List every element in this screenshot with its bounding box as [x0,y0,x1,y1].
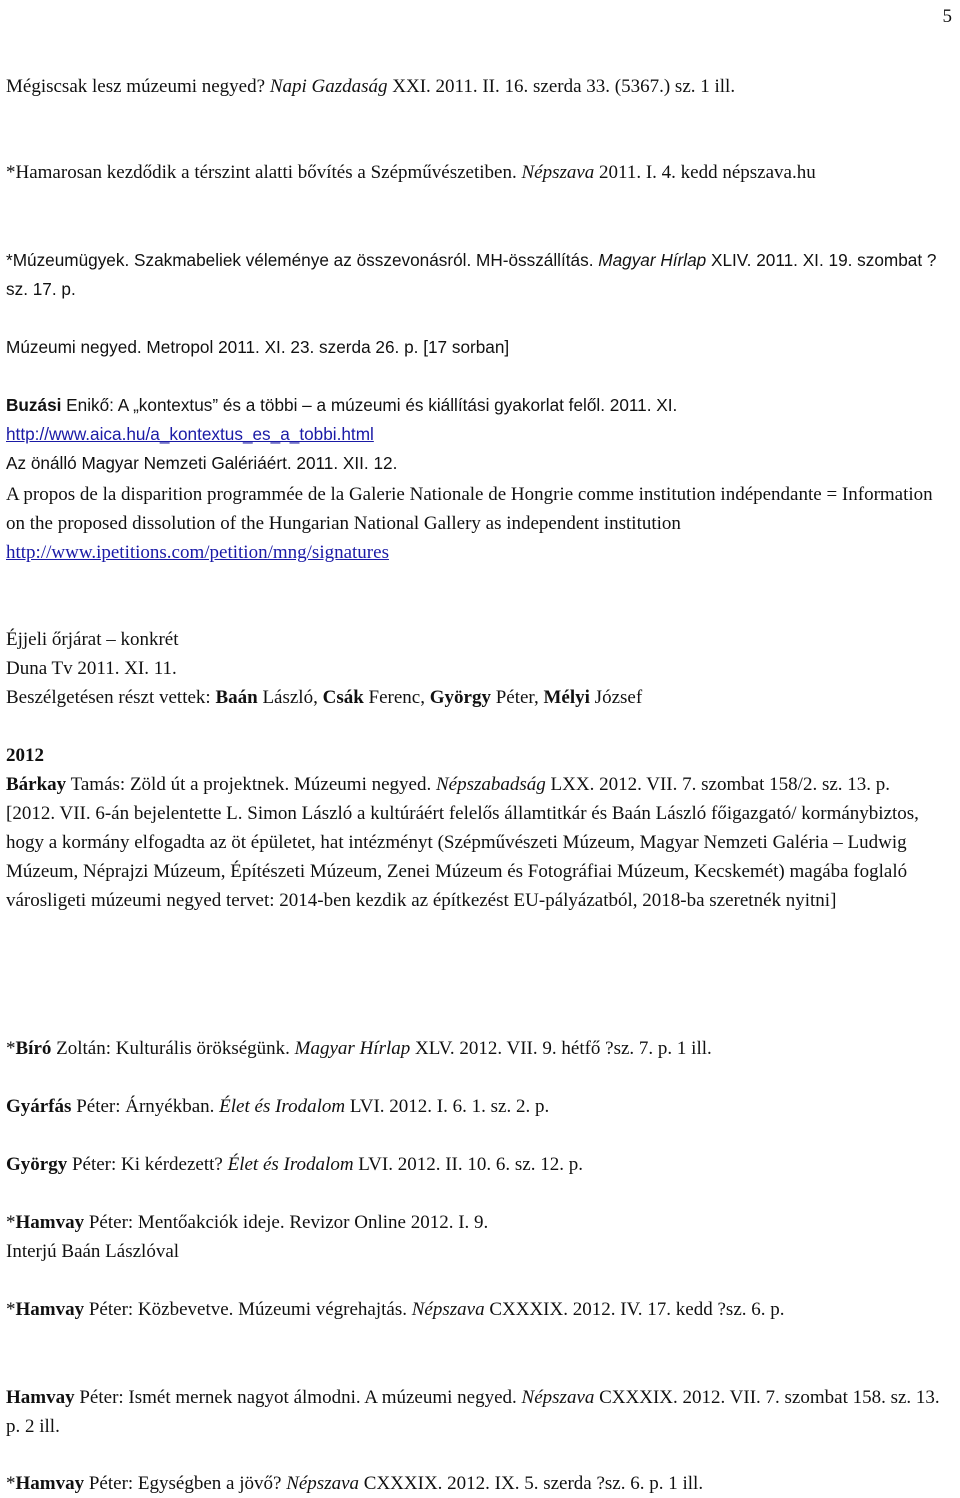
entry-url-link[interactable]: http://www.aica.hu/a_kontextus_es_a_tobbi.html [6,424,374,444]
bibliography-entry [6,770,954,915]
entry-author: Hamvay [6,1387,75,1408]
bibliography-entry: *Hamvay Péter: Közbevetve. Múzeumi végrehajtás. Népszava CXXXIX. 2012. IV. 17. kedd ?sz. 6. p. [6,1299,785,1320]
bibliography-entry [6,333,954,362]
entry-text: A propos de la disparition programmée de la Galerie Nationale de Hongrie comme institution indépendante = Information on the proposed dissolution of the Hungarian National Gallery as independent institution [6,484,933,534]
entry-details: 2011. I. 4. kedd népszava.hu [594,162,816,183]
entry-line [6,391,954,420]
entry-author: Bárkay [6,774,67,795]
entry-source: Élet és Irodalom [219,1096,346,1117]
entry-source: Népszava [286,1473,360,1494]
entry-source: Élet és Irodalom [227,1154,354,1175]
bibliography-entry [6,246,954,304]
bibliography-entry [6,391,954,478]
entry-title: Mégiscsak lesz múzeumi negyed? [6,76,270,97]
bibliography-entry: Hamvay Péter: Ismét mernek nagyot álmodni. A múzeumi negyed. Népszava CXXXIX. 2012. VII. 7. szombat 158. sz. 13. p. 2 ill. [6,1387,940,1437]
entry-source: Népszava [521,1387,595,1408]
bibliography-entry: *Bíró Zoltán: Kulturális örökségünk. Magyar Hírlap XLV. 2012. VII. 9. hétfő ?sz. 7. p. 1 ill. [6,1038,712,1059]
entry-author: Gyárfás [6,1096,72,1117]
entry-author: György [6,1154,68,1175]
bibliography-entry [6,158,954,187]
bibliography-entry [6,480,954,567]
entry-note: [2012. VII. 6-án bejelentette L. Simon László a kultúráért felelős államtitkár és Baán László főigazgató/ kormánybiztos, hogy a kormány elfogadta az öt épületet, hat intézményt (Szépművészeti Múzeum, Magyar Nemzeti Galéria – Ludwig Múzeum, Néprajzi Múzeum, Építészeti Múzeum, Zenei Múzeum és Fotográfiai Múzeum, Kecskemét) magába foglaló városligeti múzeumi negyed tervet: 2014-ben kezdik az építkezést EU-pályázatból, 2018-ba szeretnék nyitni] [6,803,919,911]
entry-text: Múzeumi negyed. Metropol 2011. XI. 23. szerda 26. p. [17 sorban] [6,337,510,357]
entry-source: Népszava [521,162,595,183]
participant-name: Mélyi [543,687,590,708]
entry-source: Napi Gazdaság [269,76,388,97]
entry-details: XLIV. 2011. XI. 19. szombat ?sz. 17. p. [6,250,937,299]
bibliography-entry [6,625,954,712]
bibliography-entry: György Péter: Ki kérdezett? Élet és Irodalom LVI. 2012. II. 10. 6. sz. 12. p. [6,1154,583,1175]
entry-line: Interjú Baán Lászlóval [6,1241,180,1262]
entry-title: *Múzeumügyek. Szakmabeliek véleménye az összevonásról. MH-összállítás. [6,250,599,270]
entry-line: Duna Tv 2011. XI. 11. [6,658,177,679]
entry-source: Magyar Hírlap [598,250,707,270]
entry-author: Bíró [15,1038,52,1059]
entry-author: Hamvay [15,1473,85,1494]
bibliography-entry: Gyárfás Péter: Árnyékban. Élet és Irodalom LVI. 2012. I. 6. 1. sz. 2. p. [6,1096,550,1117]
participant-name: Baán [215,687,258,708]
entry-source: Magyar Hírlap [294,1038,411,1059]
entry-author: Hamvay [15,1299,85,1320]
participant-name: Csák [322,687,364,708]
entry-url-link[interactable]: http://www.ipetitions.com/petition/mng/signatures [6,542,389,563]
entry-title: Enikő: A „kontextus” és a többi – a múzeumi és kiállítási gyakorlat felől. 2011. XI. [61,395,678,415]
page-number: 5 [942,6,952,27]
year-heading: 2012 [6,745,44,766]
bibliography-entry [6,1208,954,1266]
bibliography-entry [6,72,954,101]
entry-details: XXI. 2011. II. 16. szerda 33. (5367.) sz. 1 ill. [387,76,736,97]
entry-participants: Beszélgetésen részt vettek: Baán László, Csák Ferenc, György Péter, Mélyi József [6,687,643,708]
entry-line: Az önálló Magyar Nemzeti Galériáért. 2011. XII. 12. [6,453,398,473]
entry-source: Népszabadság [435,774,546,795]
entry-line: *Hamvay Péter: Mentőakciók ideje. Revizor Online 2012. I. 9. [6,1212,489,1233]
entry-author: Hamvay [15,1212,85,1233]
bibliography-entry: *Hamvay Péter: Egységben a jövő? Népszava CXXXIX. 2012. IX. 5. szerda ?sz. 6. p. 1 ill. [6,1473,704,1494]
entry-title: Éjjeli őrjárat – konkrét [6,629,179,650]
entry-line: Bárkay Tamás: Zöld út a projektnek. Múzeumi negyed. Népszabadság LXX. 2012. VII. 7. szombat 158/2. sz. 13. p. [6,774,891,795]
entry-title: *Hamarosan kezdődik a térszint alatti bővítés a Szépművészetiben. [6,162,522,183]
entry-author: Buzási [6,395,62,415]
participant-name: György [429,687,491,708]
entry-source: Népszava [411,1299,485,1320]
